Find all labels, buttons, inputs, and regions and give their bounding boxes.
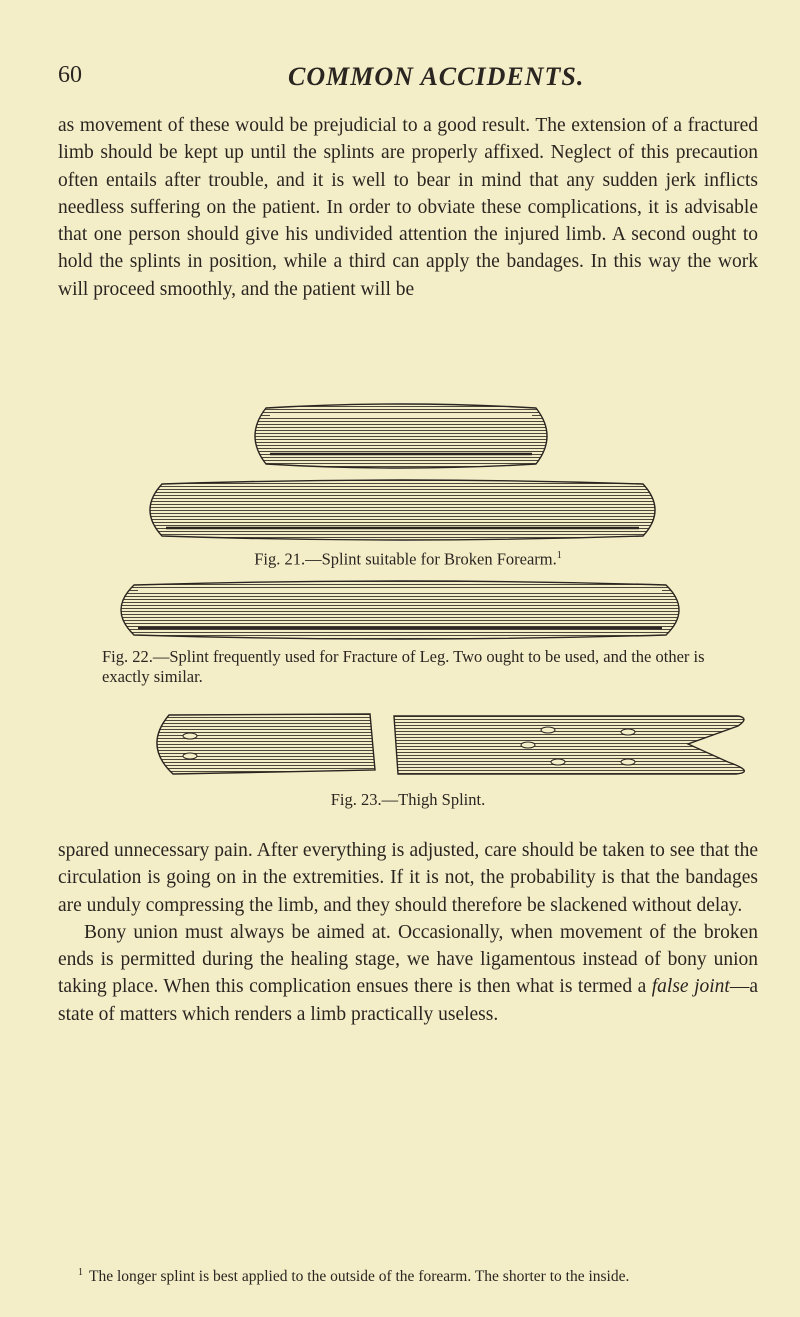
paragraph-3	[58, 919, 758, 1028]
figure-21-caption	[58, 546, 758, 570]
short-splint-illustration	[246, 402, 556, 470]
figure-22-caption-text: Fig. 22.—Splint frequently used for Fracture of Leg. Two ought to be used, and the other is exactly similar.	[102, 647, 705, 686]
figure-23-caption	[58, 790, 758, 810]
false-joint-term: false joint	[651, 976, 730, 998]
paragraph-1: as movement of these would be prejudicial to a good result. The extension of a fractured limb should be kept up until the splints are properly affixed. Neglect of this precaution often entails after trouble, and it is well to bear in mind that any sudden jerk inflicts needless suffering on the patient. In order to obviate these complications, it is advisable that one person should give his undivided attention the injured limb. A second ought to hold the splints in position, while a third can apply the bandages. In this way the work will proceed smoothly, and the patient will be	[58, 115, 758, 300]
footnote	[58, 1263, 758, 1287]
figure-21-caption-text: Fig. 21.—Splint suitable for Broken Forearm.	[254, 549, 557, 569]
figure-22-caption	[102, 647, 742, 687]
leg-splint-illustration	[110, 580, 690, 640]
thigh-splint-right-piece	[388, 712, 758, 778]
running-head: COMMON ACCIDENTS.	[288, 62, 585, 91]
paragraph-top	[58, 112, 758, 303]
paragraph-2: spared unnecessary pain. After everything is adjusted, care should be taken to see that the circulation is going on in the extremities. If it is not, the probability is that the bandages are unduly compressing the limb, and they should therefore be slackened without delay.	[58, 840, 758, 916]
paragraph-3-end: —a state of matters which renders a limb practically useless.	[58, 976, 758, 1025]
footnote-mark: 1	[78, 1267, 83, 1278]
footnote-text: The longer splint is best applied to the outside of the forearm. The shorter to the inside.	[89, 1268, 630, 1286]
page-number: 60	[58, 62, 82, 88]
paragraph-bottom	[58, 837, 758, 1028]
long-splint-illustration	[140, 479, 665, 541]
paragraph-3-start: Bony union must always be aimed at. Occasionally, when movement of the broken ends is permitted during the healing stage, we have ligamentous instead of bony union taking place. When this complication ensues there is then what is termed a	[58, 921, 758, 998]
thigh-splint-left-piece	[145, 710, 380, 778]
figure-23-caption-text: Fig. 23.—Thigh Splint.	[330, 790, 486, 809]
page-header	[58, 62, 758, 98]
footnote-reference: 1	[556, 550, 562, 561]
